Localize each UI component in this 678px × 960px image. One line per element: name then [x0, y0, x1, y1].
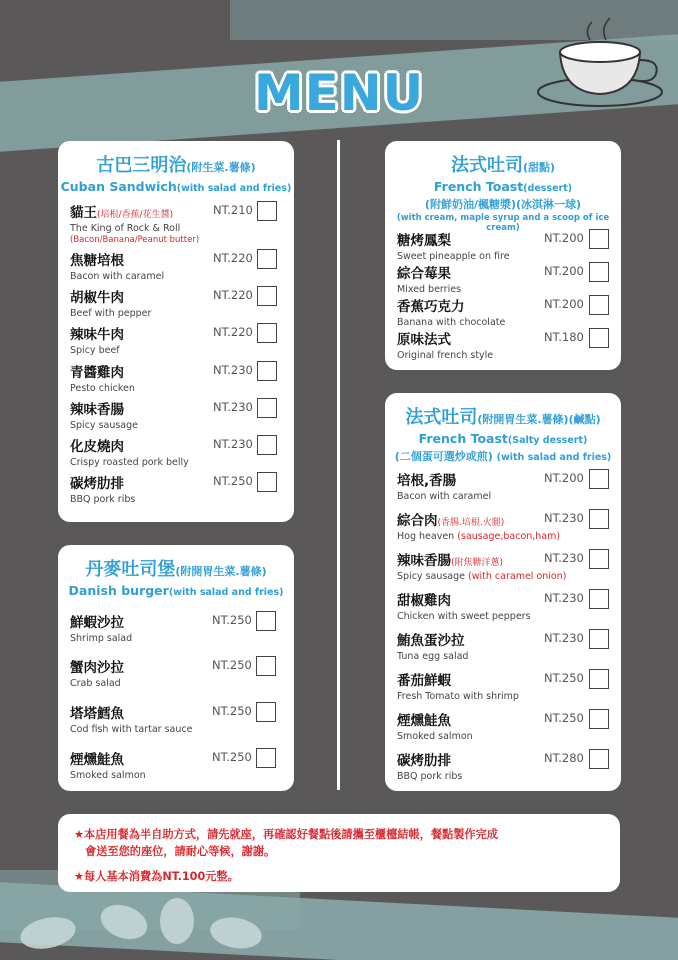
menu-item: 塔塔鱈魚 Cod fish with tartar sauce NT.250 [70, 702, 282, 735]
menu-item: 鮮蝦沙拉 Shrimp salad NT.250 [70, 611, 282, 644]
order-checkbox[interactable] [589, 469, 609, 489]
order-checkbox[interactable] [257, 398, 277, 418]
menu-item: 辣味香腸(附焦糖洋蔥) Spicy sausage (with caramel onion) NT.230 [397, 549, 609, 582]
menu-item: 焦糖培根 Bacon with caramel NT.220 [70, 249, 282, 282]
order-checkbox[interactable] [257, 435, 277, 455]
menu-item: 貓王(培根/香蕉/花生醬) The King of Rock & Roll (Bacon/Banana/Peanut butter) NT.210 [70, 201, 282, 245]
menu-item: 辣味牛肉 Spicy beef NT.220 [70, 323, 282, 356]
notice-line: ★每人基本消費為NT.100元整。 [74, 870, 239, 883]
order-checkbox[interactable] [256, 748, 276, 768]
section-subtitle-zh: (附鮮奶油/楓糖漿)(冰淇淋一球) [424, 198, 582, 211]
order-checkbox[interactable] [589, 629, 609, 649]
menu-item: 胡椒牛肉 Beef with pepper NT.220 [70, 286, 282, 319]
order-checkbox[interactable] [589, 328, 609, 348]
order-checkbox[interactable] [257, 249, 277, 269]
menu-item: 化皮燒肉 Crispy roasted pork belly NT.230 [70, 435, 282, 468]
menu-item: 蟹肉沙拉 Crab salad NT.250 [70, 656, 282, 689]
section-title-zh: 古巴三明治(附生菜.薯條) [96, 155, 256, 176]
order-checkbox[interactable] [589, 549, 609, 569]
order-checkbox[interactable] [589, 709, 609, 729]
order-checkbox[interactable] [589, 509, 609, 529]
menu-item: 糖烤鳳梨 Sweet pineapple on fire NT.200 [397, 229, 609, 262]
danish-burger-card [58, 545, 294, 791]
menu-item: 辣味香腸 Spicy sausage NT.230 [70, 398, 282, 431]
menu-item: 綜合肉(香腸.培根.火腿) Hog heaven (sausage,bacon,ham) NT.230 [397, 509, 609, 542]
order-checkbox[interactable] [589, 229, 609, 249]
order-checkbox[interactable] [589, 589, 609, 609]
notice-line: 會送至您的座位，請耐心等候，謝謝。 [85, 845, 276, 858]
menu-item: 煙燻鮭魚 Smoked salmon NT.250 [70, 748, 282, 781]
order-checkbox[interactable] [589, 669, 609, 689]
order-checkbox[interactable] [257, 201, 277, 221]
menu-item: 原味法式 Original french style NT.180 [397, 328, 609, 361]
menu-item: 香蕉巧克力 Banana with chocolate NT.200 [397, 295, 609, 328]
menu-item: 番茄鮮蝦 Fresh Tomato with shrimp NT.250 [397, 669, 609, 702]
menu-item: 碳烤肋排 BBQ pork ribs NT.250 [70, 472, 282, 505]
menu-item: 碳烤肋排 BBQ pork ribs NT.280 [397, 749, 609, 782]
order-checkbox[interactable] [257, 472, 277, 492]
section-title-zh: 丹麥吐司堡(附開胃生菜.薯條) [85, 559, 267, 580]
order-checkbox[interactable] [257, 286, 277, 306]
french-toast-salty-card [385, 393, 621, 791]
order-checkbox[interactable] [257, 361, 277, 381]
menu-item: 青醬雞肉 Pesto chicken NT.230 [70, 361, 282, 394]
order-checkbox[interactable] [589, 262, 609, 282]
order-checkbox[interactable] [256, 611, 276, 631]
section-subtitle-en: (with cream, maple syrup and a scoop of ice cream) [396, 213, 610, 233]
section-title-en: Danish burger(with salad and fries) [68, 583, 284, 598]
order-checkbox[interactable] [589, 749, 609, 769]
section-title-zh: 法式吐司(甜點) [450, 155, 556, 176]
section-title-en: French Toast(Salty dessert) [418, 431, 588, 446]
menu-title: MENU [253, 64, 425, 122]
order-checkbox[interactable] [256, 656, 276, 676]
cuban-sandwich-card [58, 141, 294, 522]
coffee-bean-icon [160, 898, 194, 944]
menu-item: 綜合莓果 Mixed berries NT.200 [397, 262, 609, 295]
section-title-zh: 法式吐司(附開胃生菜.薯條)(鹹點) [405, 407, 601, 428]
menu-item: 煙燻鮭魚 Smoked salmon NT.250 [397, 709, 609, 742]
section-title-en: French Toast(dessert) [433, 179, 573, 194]
notice-line: ★本店用餐為半自助方式，請先就座，再確認好餐點後請攜至櫃檯結帳，餐點製作完成 [74, 828, 498, 841]
menu-item: 甜椒雞肉 Chicken with sweet peppers NT.230 [397, 589, 609, 622]
french-toast-dessert-card [385, 141, 621, 370]
section-subtitle: (二個蛋可選炒或煎) (with salad and fries) [394, 450, 612, 463]
menu-item: 鮪魚蛋沙拉 Tuna egg salad NT.230 [397, 629, 609, 662]
menu-item: 培根,香腸 Bacon with caramel NT.200 [397, 469, 609, 502]
column-divider [337, 140, 340, 790]
order-checkbox[interactable] [256, 702, 276, 722]
section-title-en: Cuban Sandwich(with salad and fries) [60, 179, 292, 194]
order-checkbox[interactable] [589, 295, 609, 315]
notice-box [58, 814, 620, 892]
order-checkbox[interactable] [257, 323, 277, 343]
